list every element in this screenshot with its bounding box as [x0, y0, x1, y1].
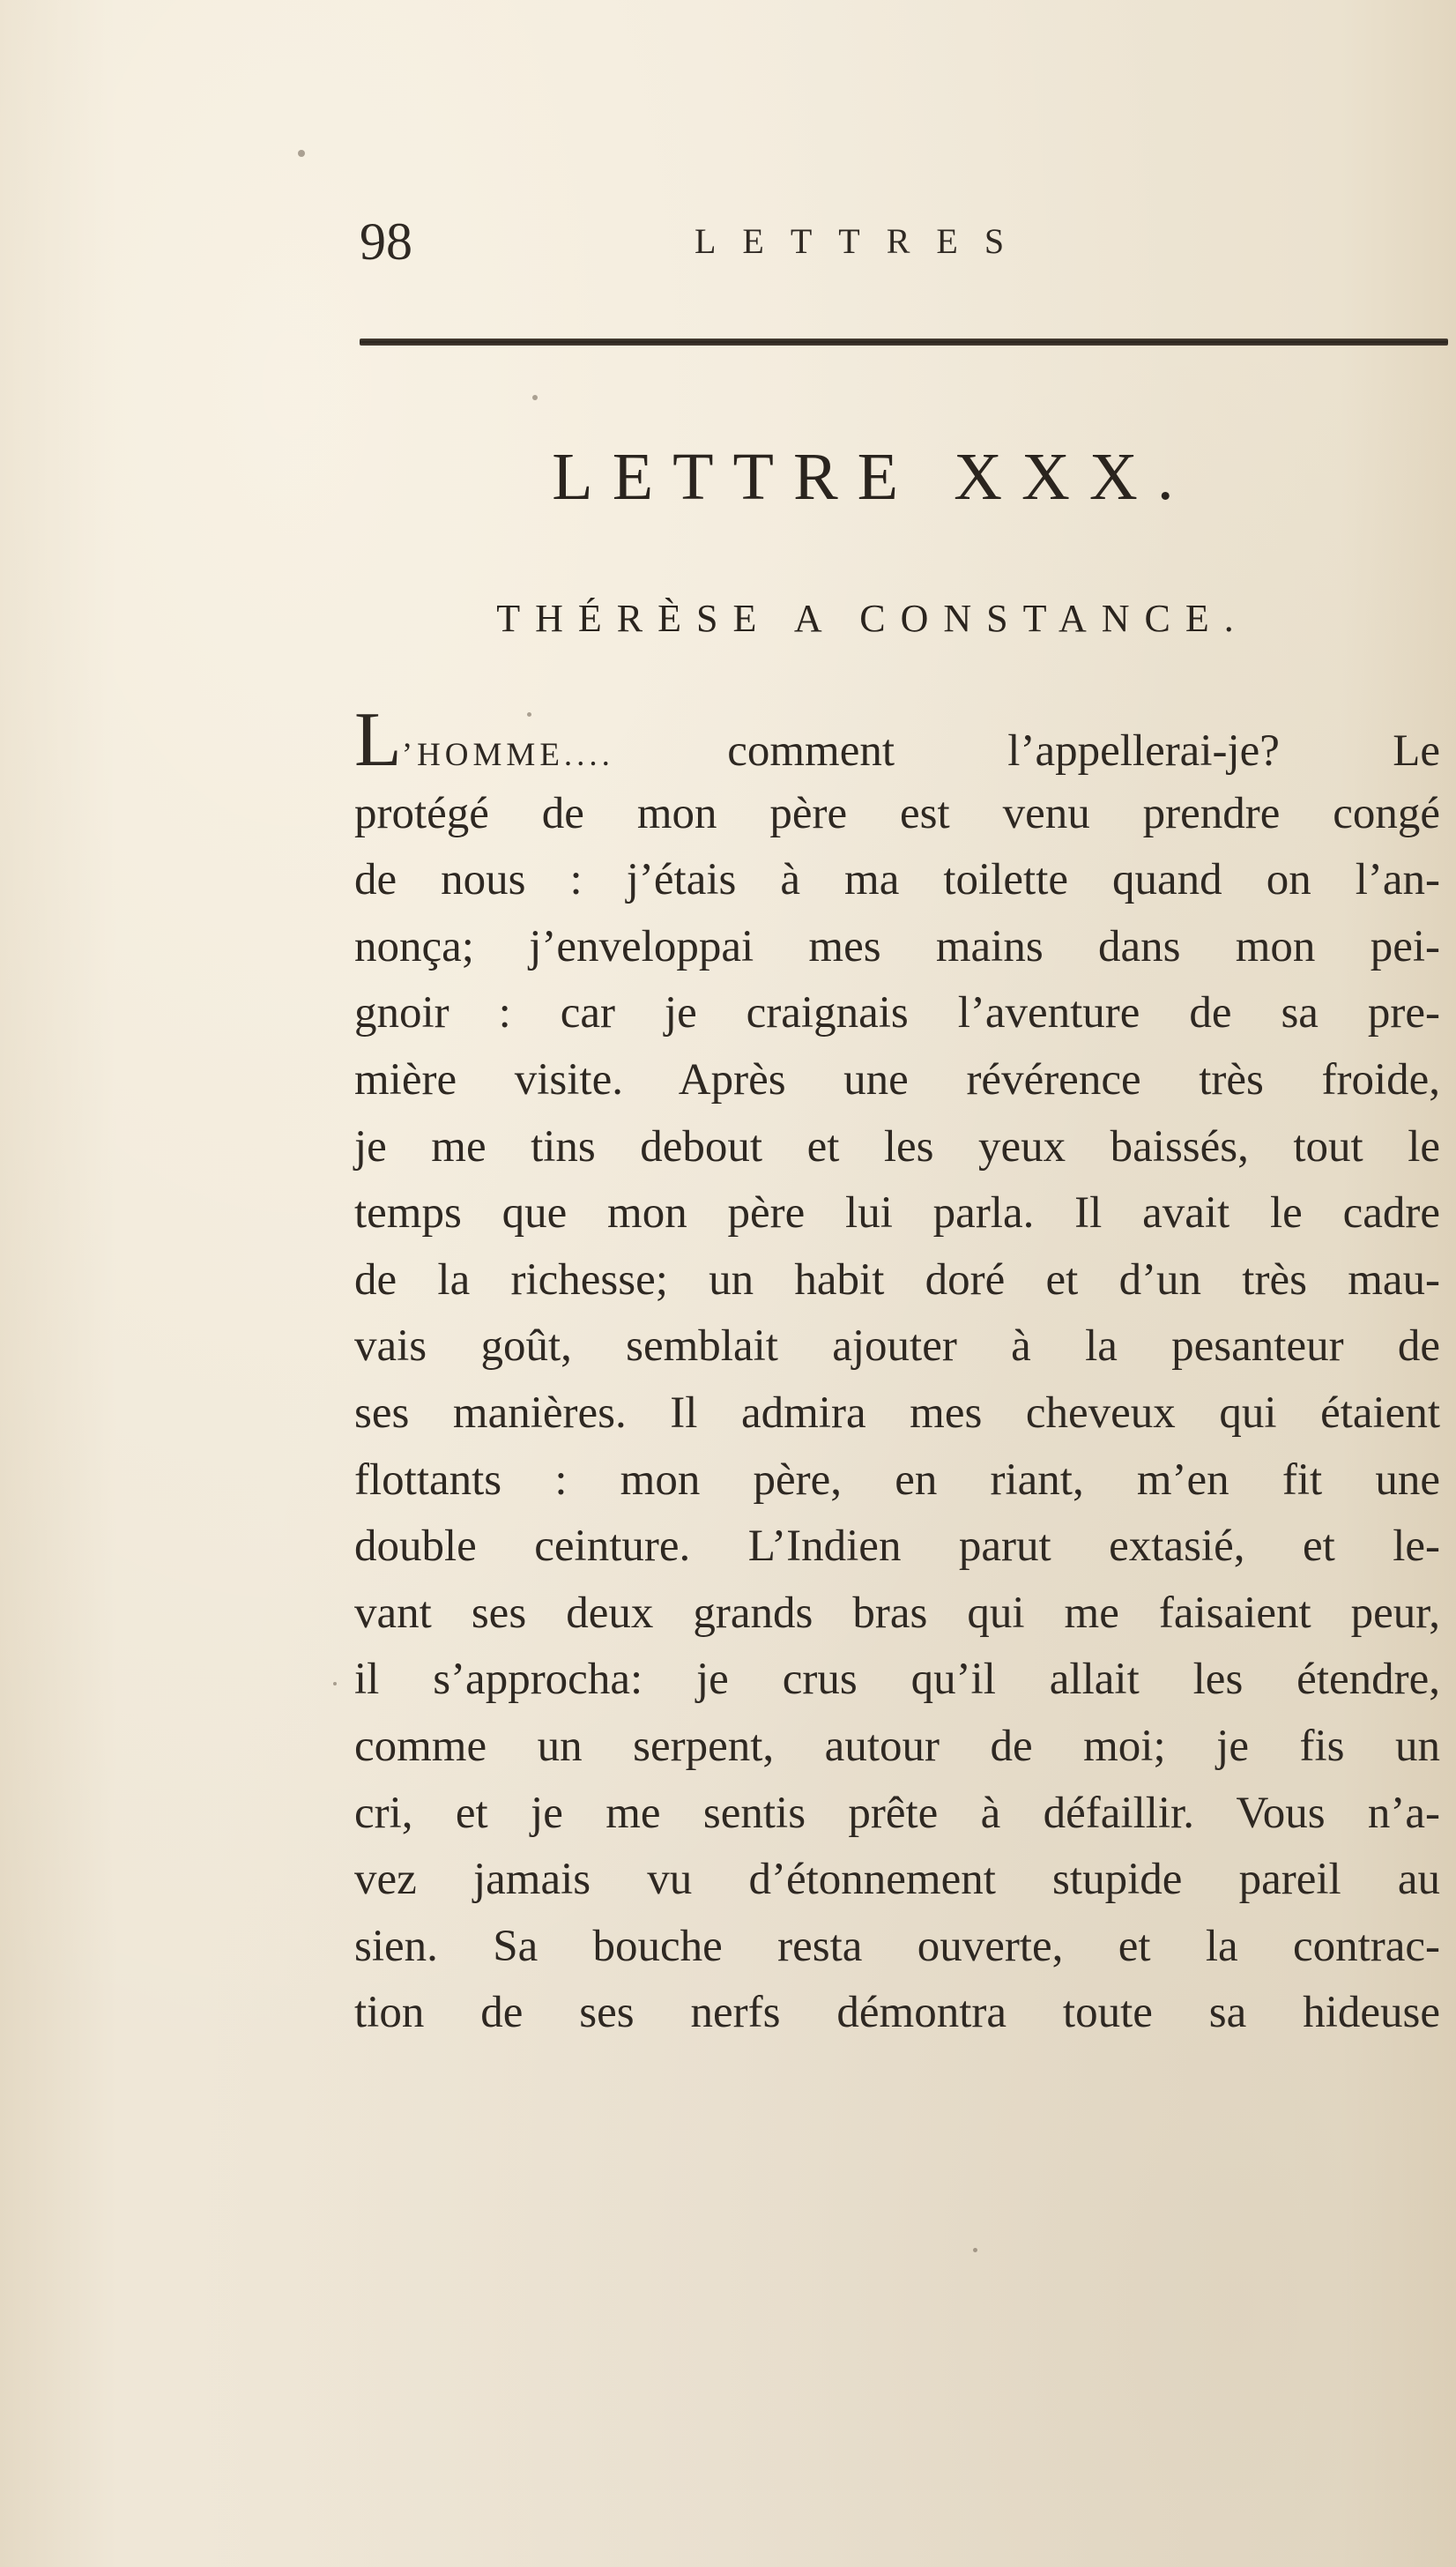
opening-smallcaps: ’HOMME....	[401, 737, 614, 773]
body-line: gnoir : car je craignais l’aventure de sa pre-	[354, 988, 1440, 1038]
letter-title: LETTRE XXX.	[552, 440, 1193, 514]
body-line: vez jamais vu d’étonnement stupide pareil au	[354, 1855, 1440, 1905]
body-line: de la richesse; un habit doré et d’un très mau-	[354, 1254, 1440, 1305]
letter-subtitle: THÉRÈSE A CONSTANCE.	[496, 597, 1249, 640]
body-line: cri, et je me sentis prête à défaillir. Vous n’a-	[354, 1788, 1440, 1838]
body-line: comme un serpent, autour de moi; je fis un	[354, 1721, 1440, 1771]
header-rule	[360, 339, 1448, 346]
letter-body	[354, 697, 1440, 2047]
ink-speck	[532, 395, 538, 400]
body-line: de nous : j’étais à ma toilette quand on l’an-	[354, 855, 1440, 905]
body-line: double ceinture. L’Indien parut extasié, et le-	[354, 1522, 1440, 1572]
body-line-first	[354, 697, 1440, 783]
body-line: nonça; j’enveloppai mes mains dans mon pei-	[354, 921, 1440, 971]
running-title: LETTRES	[695, 221, 1031, 261]
body-line: mière visite. Après une révérence très froide,	[354, 1054, 1440, 1105]
running-head	[360, 196, 1456, 275]
body-line: vant ses deux grands bras qui me faisaient peur,	[354, 1588, 1440, 1638]
body-line: tion de ses nerfs démontra toute sa hideuse	[354, 1988, 1440, 2038]
first-line-rest: comment l’appellerai-je? Le	[613, 726, 1440, 776]
ink-speck	[333, 1682, 337, 1685]
ink-speck	[973, 2248, 977, 2252]
body-line: il s’approcha: je crus qu’il allait les étendre,	[354, 1655, 1440, 1705]
body-line: sien. Sa bouche resta ouverte, et la contrac-	[354, 1921, 1440, 1971]
body-line: protégé de mon père est venu prendre congé	[354, 788, 1440, 838]
body-line: je me tins debout et les yeux baissés, tout le	[354, 1121, 1440, 1172]
body-line: temps que mon père lui parla. Il avait le cadre	[354, 1188, 1440, 1239]
ink-speck	[298, 150, 305, 157]
body-line: flottants : mon père, en riant, m’en fit une	[354, 1455, 1440, 1505]
page-number: 98	[360, 212, 412, 271]
body-line: vais goût, semblait ajouter à la pesanteur de	[354, 1321, 1440, 1372]
drop-cap: L	[354, 697, 402, 783]
body-line: ses manières. Il admira mes cheveux qui étaient	[354, 1388, 1440, 1438]
